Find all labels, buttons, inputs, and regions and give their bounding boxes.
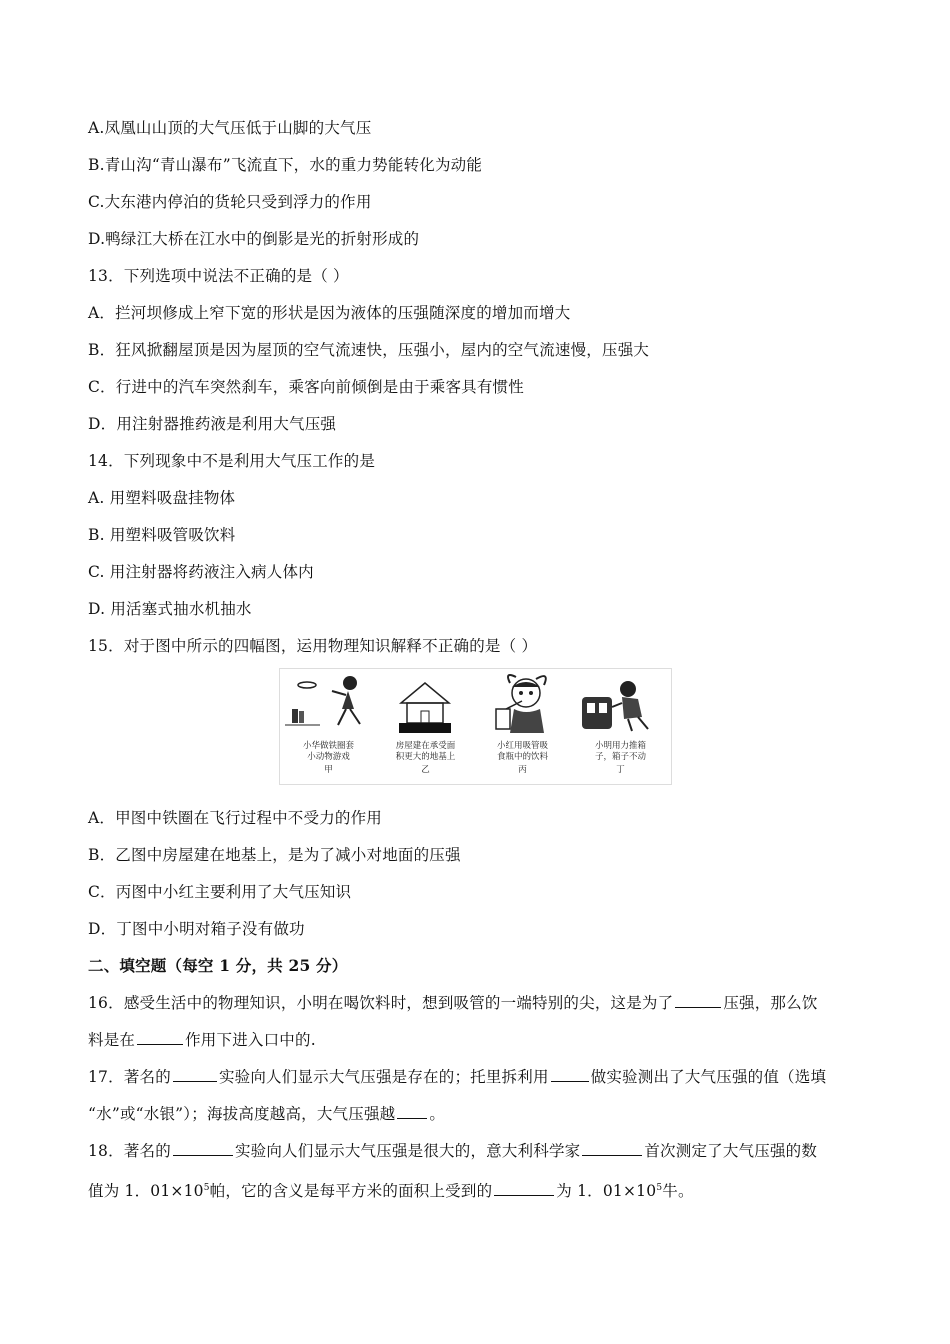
panel-yi-tag: 乙	[421, 765, 430, 775]
q17-text-1a: 17．著名的	[88, 1068, 171, 1086]
q13-option-a: A．拦河坝修成上窄下宽的形状是因为液体的压强随深度的增加而增大	[88, 304, 571, 322]
boy-pushing-box-illustration	[572, 669, 669, 739]
q15-option-a: A．甲图中铁圈在飞行过程中不受力的作用	[88, 809, 382, 827]
panel-jia-tag: 甲	[324, 765, 333, 775]
q14-stem: 14．下列现象中不是利用大气压工作的是	[88, 452, 376, 470]
q12-option-d: D.鸭绿江大桥在江水中的倒影是光的折射形成的	[88, 230, 420, 248]
q16-text-1a: 16．感受生活中的物理知识，小明在喝饮料时，想到吸管的一端特别的尖，这是为了	[88, 994, 674, 1012]
q18-line-1	[88, 1140, 817, 1162]
q16-blank-2[interactable]	[137, 1030, 183, 1045]
q15-option-b: B．乙图中房屋建在地基上，是为了减小对地面的压强	[88, 846, 461, 864]
house-foundation-illustration	[377, 669, 474, 739]
q18-exponent-1: 5	[203, 1183, 210, 1193]
panel-yi-caption-2: 积更大的地基上	[395, 752, 456, 762]
q13-option-d: D．用注射器推药液是利用大气压强	[88, 415, 337, 433]
q13-option-c: C．行进中的汽车突然刹车，乘客向前倾倒是由于乘客具有惯性	[88, 378, 524, 396]
panel-bing-caption-1: 小红用吸管吸	[496, 741, 548, 751]
q18-exponent-2: 5	[656, 1183, 663, 1193]
q14-option-b: B. 用塑料吸管吸饮料	[88, 526, 236, 544]
q15-option-c: C．丙图中小红主要利用了大气压知识	[88, 883, 352, 901]
q17-text-1c: 做实验测出了大气压强的值（选填	[590, 1068, 827, 1086]
panel-yi-caption-1: 房屋建在承受面	[395, 741, 456, 751]
figure-panel-jia	[280, 669, 377, 784]
q17-text-1b: 实验向人们显示大气压强是存在的；托里拆利用	[218, 1068, 549, 1086]
q16-text-2b: 作用下进入口中的.	[185, 1031, 316, 1049]
q14-option-a: A. 用塑料吸盘挂物体	[88, 489, 236, 507]
panel-jia-caption-2: 小动物游戏	[307, 752, 350, 762]
q17-blank-2[interactable]	[551, 1067, 589, 1082]
q12-option-a: A.凤凰山山顶的大气压低于山脚的大气压	[88, 119, 372, 137]
q17-line-1	[88, 1066, 826, 1088]
q16-line-2	[88, 1029, 316, 1051]
q18-line-2	[88, 1177, 694, 1202]
q18-blank-3[interactable]	[494, 1181, 554, 1196]
q17-blank-3[interactable]	[397, 1104, 427, 1119]
figure-panel-bing	[474, 669, 571, 784]
q15-option-d: D．丁图中小明对箱子没有做功	[88, 920, 305, 938]
q13-stem: 13．下列选项中说法不正确的是（ ）	[88, 267, 349, 285]
q18-text-2d: 牛。	[662, 1182, 694, 1200]
figure-panel-ding	[572, 669, 669, 784]
q16-blank-1[interactable]	[675, 993, 721, 1008]
q12-option-b: B.青山沟“青山瀑布”飞流直下，水的重力势能转化为动能	[88, 156, 483, 174]
q18-text-2a: 值为 1．01×10	[88, 1182, 204, 1200]
q16-text-1b: 压强，那么饮	[723, 994, 818, 1012]
q17-blank-1[interactable]	[173, 1067, 217, 1082]
q18-text-1b: 实验向人们显示大气压强是很大的，意大利科学家	[234, 1142, 581, 1160]
q13-option-b: B．狂风掀翻屋顶是因为屋顶的空气流速快，压强小，屋内的空气流速慢，压强大	[88, 341, 650, 359]
q14-option-c: C. 用注射器将药液注入病人体内	[88, 563, 314, 581]
q12-option-c: C.大东港内停泊的货轮只受到浮力的作用	[88, 193, 372, 211]
q17-text-2a: “水”或“水银”）；海拔高度越高，大气压强越	[88, 1105, 396, 1123]
q14-option-d: D. 用活塞式抽水机抽水	[88, 600, 252, 618]
q18-text-2c: 为 1．01×10	[556, 1182, 657, 1200]
girl-straw-illustration	[474, 669, 571, 739]
q17-line-2	[88, 1103, 445, 1125]
ring-toss-illustration	[280, 669, 377, 739]
panel-bing-caption-2: 食瓶中的饮料	[496, 752, 548, 762]
panel-bing-tag: 丙	[518, 765, 527, 775]
q18-text-1c: 首次测定了大气压强的数	[644, 1142, 818, 1160]
section-heading: 二、填空题（每空 1 分，共 25 分）	[88, 956, 348, 975]
q16-text-2a: 料是在	[88, 1031, 136, 1049]
panel-jia-caption-1: 小华做铁圈套	[302, 741, 354, 751]
q16-line-1	[88, 992, 818, 1014]
q15-stem: 15．对于图中所示的四幅图，运用物理知识解释不正确的是（ ）	[88, 637, 538, 655]
q15-figure	[279, 668, 672, 785]
panel-ding-caption-1: 小明用力推箱	[594, 741, 646, 751]
q18-text-1a: 18．著名的	[88, 1142, 171, 1160]
q18-blank-1[interactable]	[173, 1141, 233, 1156]
panel-ding-caption-2: 子，箱子不动	[594, 752, 646, 762]
panel-ding-tag: 丁	[616, 765, 625, 775]
q18-text-2b: 帕，它的含义是每平方米的面积上受到的	[209, 1182, 493, 1200]
figure-panel-yi	[377, 669, 474, 784]
q18-blank-2[interactable]	[582, 1141, 642, 1156]
q17-text-2b: 。	[429, 1105, 446, 1123]
